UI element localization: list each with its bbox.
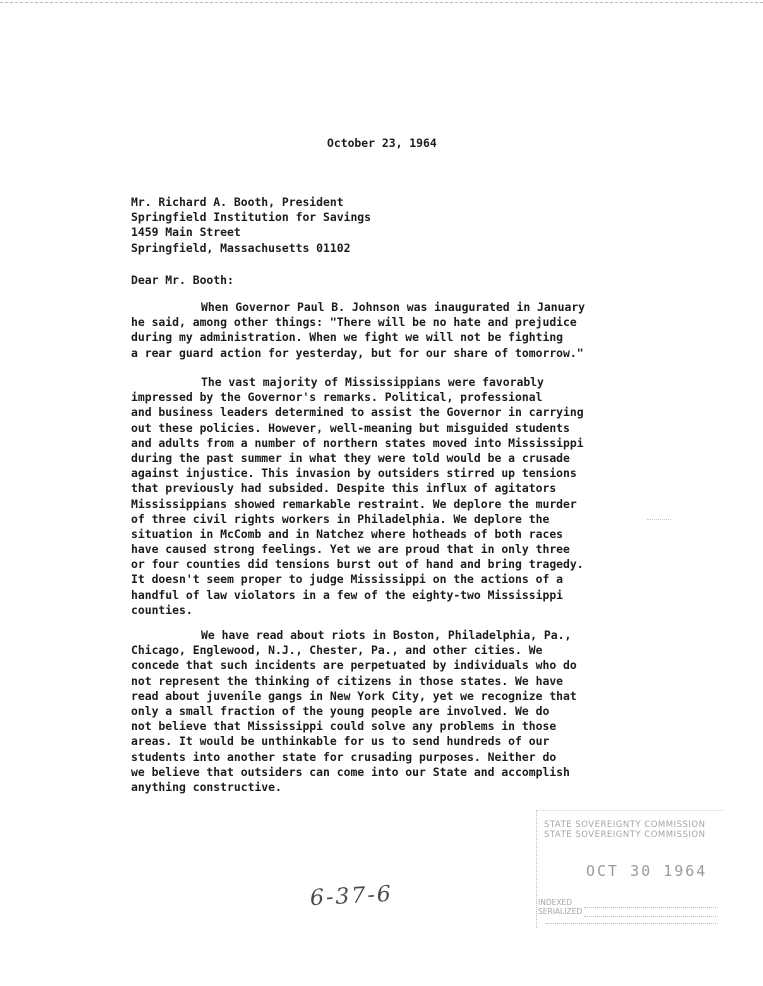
paragraph-line: he said, among other things: "There will be no hate and prejudice (131, 315, 577, 330)
salutation: Dear Mr. Booth: (131, 273, 234, 287)
paragraph-line: not represent the thinking of citizens in those states. We have (131, 673, 564, 688)
page-edge-divider (0, 2, 763, 3)
stamp-field-indexed: INDEXED (538, 898, 572, 907)
paragraph-1 (131, 300, 585, 361)
paragraph-line: a rear guard action for yesterday, but for our share of tomorrow." (131, 345, 584, 360)
paragraph-line: handful of law violators in a few of the eighty-two Mississippi (131, 587, 564, 602)
stamp-rule (584, 916, 718, 917)
paragraph-line: anything constructive. (131, 779, 282, 794)
address-line: 1459 Main Street (131, 225, 241, 240)
paragraph-line: students into another state for crusading purposes. Neither do (131, 749, 557, 764)
paragraph-line: have caused strong feelings. Yet we are proud that in only three (131, 542, 570, 557)
stamp-field-serialized: SERIALIZED (538, 907, 583, 916)
paragraph-line: against injustice. This invasion by outsiders stirred up tensions (131, 466, 577, 481)
paragraph-line: The vast majority of Mississippians were favorably (201, 375, 544, 389)
scan-speck (647, 519, 671, 524)
paragraph-line: read about juvenile gangs in New York City, yet we recognize that (131, 688, 577, 703)
address-line: Mr. Richard A. Booth, President (131, 195, 344, 209)
stamp-organization (544, 820, 722, 840)
paragraph-line: We have read about riots in Boston, Philadelphia, Pa., (201, 628, 572, 642)
paragraph-line: areas. It would be unthinkable for us to send hundreds of our (131, 734, 550, 749)
stamp-rule (546, 923, 718, 924)
paragraph-line: during my administration. When we fight we will not be fighting (131, 330, 564, 345)
paragraph-line: situation in McComb and in Natchez where hotheads of both races (131, 526, 564, 541)
paragraph-line: not believe that Mississippi could solve any problems in those (131, 719, 557, 734)
paragraph-line: and adults from a number of northern states moved into Mississippi (131, 435, 584, 450)
stamp-border-top (536, 810, 724, 811)
paragraph-line: Chicago, Englewood, N.J., Chester, Pa., and other cities. We (131, 643, 543, 658)
paragraph-line: or four counties did tensions burst out of hand and bring tragedy. (131, 557, 584, 572)
paragraph-3 (131, 628, 577, 795)
paragraph-line: we believe that outsiders can come into our State and accomplish (131, 764, 570, 779)
paragraph-line: impressed by the Governor's remarks. Political, professional (131, 390, 543, 405)
stamp-org-line: STATE SOVEREIGNTY COMMISSION (544, 830, 706, 840)
paragraph-line: only a small fraction of the young people are involved. We do (131, 703, 550, 718)
stamp-border-left (536, 810, 537, 928)
address-line: Springfield, Massachusetts 01102 (131, 240, 351, 255)
stamp-org-line: STATE SOVEREIGNTY COMMISSION (544, 820, 706, 830)
received-stamp (536, 810, 724, 928)
paragraph-line: It doesn't seem proper to judge Mississippi on the actions of a (131, 572, 564, 587)
paragraph-line: during the past summer in what they were told would be a crusade (131, 450, 570, 465)
stamp-date: OCT 30 1964 (586, 862, 708, 880)
letter-date: October 23, 1964 (327, 136, 437, 150)
paragraph-line: Mississippians showed remarkable restraint. We deplore the murder (131, 496, 577, 511)
paragraph-2 (131, 375, 584, 618)
paragraph-line: concede that such incidents are perpetuated by individuals who do (131, 658, 577, 673)
address-line: Springfield Institution for Savings (131, 210, 372, 225)
inside-address (131, 195, 371, 256)
paragraph-line: of three civil rights workers in Philadelphia. We deplore the (131, 511, 550, 526)
paragraph-line: When Governor Paul B. Johnson was inaugurated in January (201, 300, 586, 314)
paragraph-line: that previously had subsided. Despite this influx of agitators (131, 481, 557, 496)
handwritten-file-number: 6-37-6 (309, 881, 394, 912)
paragraph-line: out these policies. However, well-meaning but misguided students (131, 420, 570, 435)
stamp-rule (584, 907, 718, 908)
paragraph-line: and business leaders determined to assist the Governor in carrying (131, 405, 584, 420)
paragraph-line: counties. (131, 602, 193, 617)
